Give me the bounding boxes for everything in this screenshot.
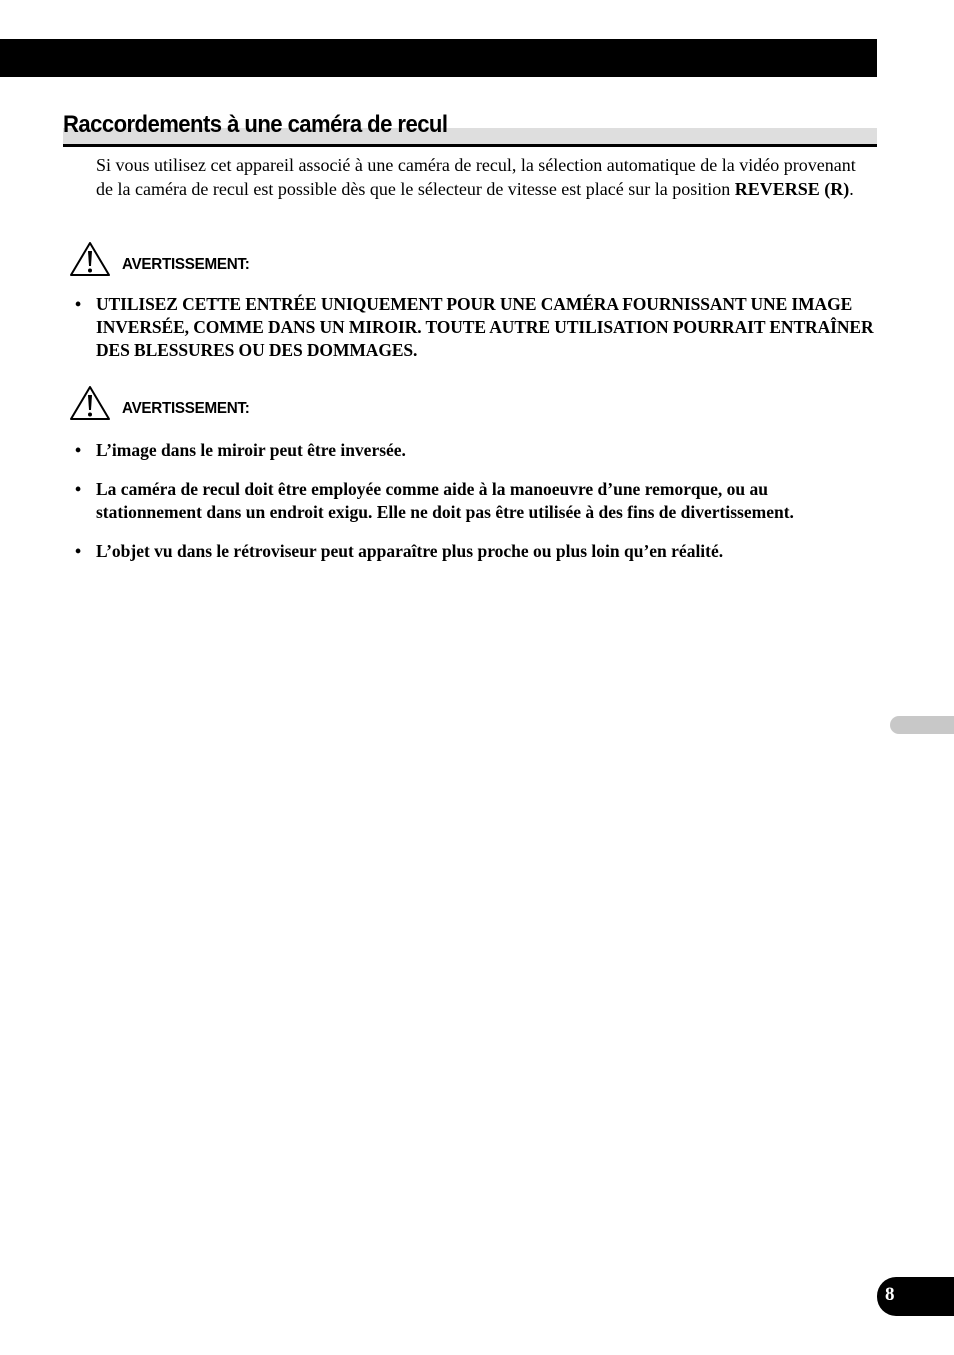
- list-item: [75, 540, 855, 563]
- warning-heading: [69, 385, 329, 421]
- list-item: [75, 293, 875, 362]
- intro-text: Si vous utilisez cet appareil associé à une caméra de recul, la sélection automatique de la vidéo provenant de la caméra de recul est possible dès que le sélecteur de vitesse est placé sur la position: [96, 155, 856, 199]
- side-tab: [890, 716, 954, 734]
- warning-label: AVERTISSEMENT:: [122, 400, 250, 417]
- warning-label: AVERTISSEMENT:: [122, 256, 250, 273]
- list-item-text: La caméra de recul doit être employée comme aide à la manoeuvre d’une remorque, ou au stationnement dans un endroit exigu. Elle ne doit pas être utilisée à des fins de divertissement.: [96, 479, 794, 522]
- page-number: 8: [885, 1284, 895, 1305]
- bullet: •: [75, 479, 82, 499]
- warning-heading: [69, 241, 329, 277]
- list-item-text: L’image dans le miroir peut être inversée.: [96, 440, 406, 460]
- list-item: [75, 439, 855, 462]
- intro-paragraph: [96, 153, 856, 201]
- warning-triangle-icon: [69, 385, 111, 421]
- bullet: •: [75, 440, 82, 460]
- warning-list: [75, 293, 875, 362]
- section-title: Raccordements à une caméra de recul: [63, 111, 448, 138]
- intro-end: .: [849, 179, 854, 199]
- header-bar: [0, 39, 877, 77]
- bullet: •: [75, 294, 82, 314]
- bullet: •: [75, 541, 82, 561]
- list-item-text: L’objet vu dans le rétroviseur peut apparaître plus proche ou plus loin qu’en réalité.: [96, 541, 724, 561]
- list-item-text: UTILISEZ CETTE ENTRÉE UNIQUEMENT POUR UNE CAMÉRA FOURNISSANT UNE IMAGE INVERSÉE, COMME DANS UN MIROIR. TOUTE AUTRE UTILISATION POURRAIT ENTRAÎNER DES BLESSURES OU DES DOMMAGES.: [96, 294, 874, 360]
- warning-triangle-icon: [69, 241, 111, 277]
- warning-list: [75, 439, 855, 579]
- list-item: [75, 478, 855, 524]
- heading-rule: [63, 144, 877, 147]
- intro-bold: REVERSE (R): [734, 179, 850, 199]
